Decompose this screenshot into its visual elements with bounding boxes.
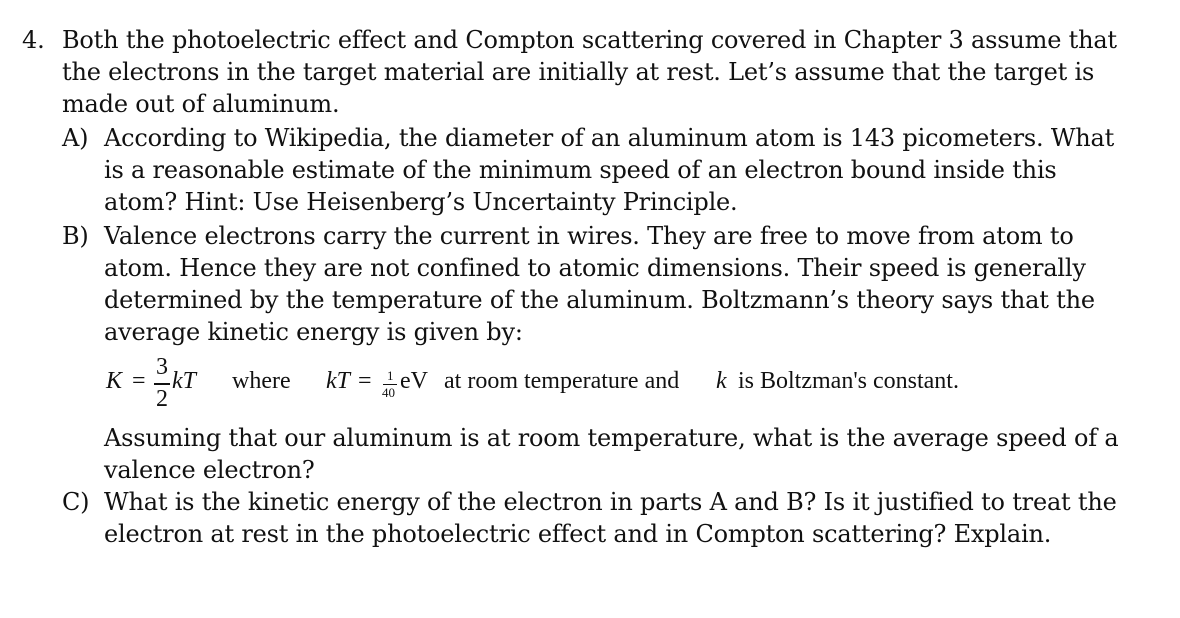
formula-ev: eV: [400, 368, 428, 394]
part-a-line-3: atom? Hint: Use Heisenberg’s Uncertainty Principle.: [104, 188, 738, 216]
part-a-line-2: is a reasonable estimate of the minimum speed of an electron bound inside this: [104, 156, 1057, 184]
intro-line-3: made out of aluminum.: [62, 90, 340, 118]
part-a-line-1: According to Wikipedia, the diameter of an aluminum atom is 143 picometers. What: [104, 124, 1115, 152]
part-a-label: A): [62, 124, 89, 152]
question-number: 4.: [22, 26, 45, 54]
intro-line-2: the electrons in the target material are initially at rest. Let’s assume that the target is: [62, 58, 1095, 86]
fraction-numerator: 3: [156, 354, 168, 380]
small-fraction-numerator: 1: [387, 368, 394, 383]
formula-tail-a: at room temperature and: [444, 368, 680, 394]
small-fraction-denominator: 40: [382, 385, 395, 400]
part-c-label: C): [62, 488, 90, 516]
fraction-denominator: 2: [156, 386, 168, 412]
formula-equals-2: =: [358, 368, 372, 394]
formula-where: where: [232, 368, 291, 394]
part-b-line-2: atom. Hence they are not confined to atomic dimensions. Their speed is generally: [104, 254, 1086, 282]
formula-equals: =: [132, 368, 146, 394]
part-b-line-1: Valence electrons carry the current in wires. They are free to move from atom to: [104, 222, 1074, 250]
intro-line-1: Both the photoelectric effect and Compton scattering covered in Chapter 3 assume that: [62, 26, 1117, 54]
part-b-line-3: determined by the temperature of the aluminum. Boltzmann’s theory says that the: [104, 286, 1095, 314]
part-c-line-1: What is the kinetic energy of the electron in parts A and B? Is it justified to treat the: [104, 488, 1117, 516]
formula-k-symbol: K: [106, 368, 123, 394]
formula-kt: kT: [172, 368, 196, 394]
part-b-label: B): [62, 222, 89, 250]
fraction-bar: [154, 383, 170, 385]
part-c-line-2: electron at rest in the photoelectric effect and in Compton scattering? Explain.: [104, 520, 1052, 548]
formula-kt-2: kT: [326, 368, 350, 394]
formula-tail-b: is Boltzman's constant.: [738, 368, 959, 394]
part-b-after-line-2: valence electron?: [104, 456, 315, 484]
part-b-after-line-1: Assuming that our aluminum is at room temperature, what is the average speed of a: [104, 424, 1119, 452]
formula-k-constant: k: [716, 368, 727, 394]
part-b-line-4: average kinetic energy is given by:: [104, 318, 523, 346]
